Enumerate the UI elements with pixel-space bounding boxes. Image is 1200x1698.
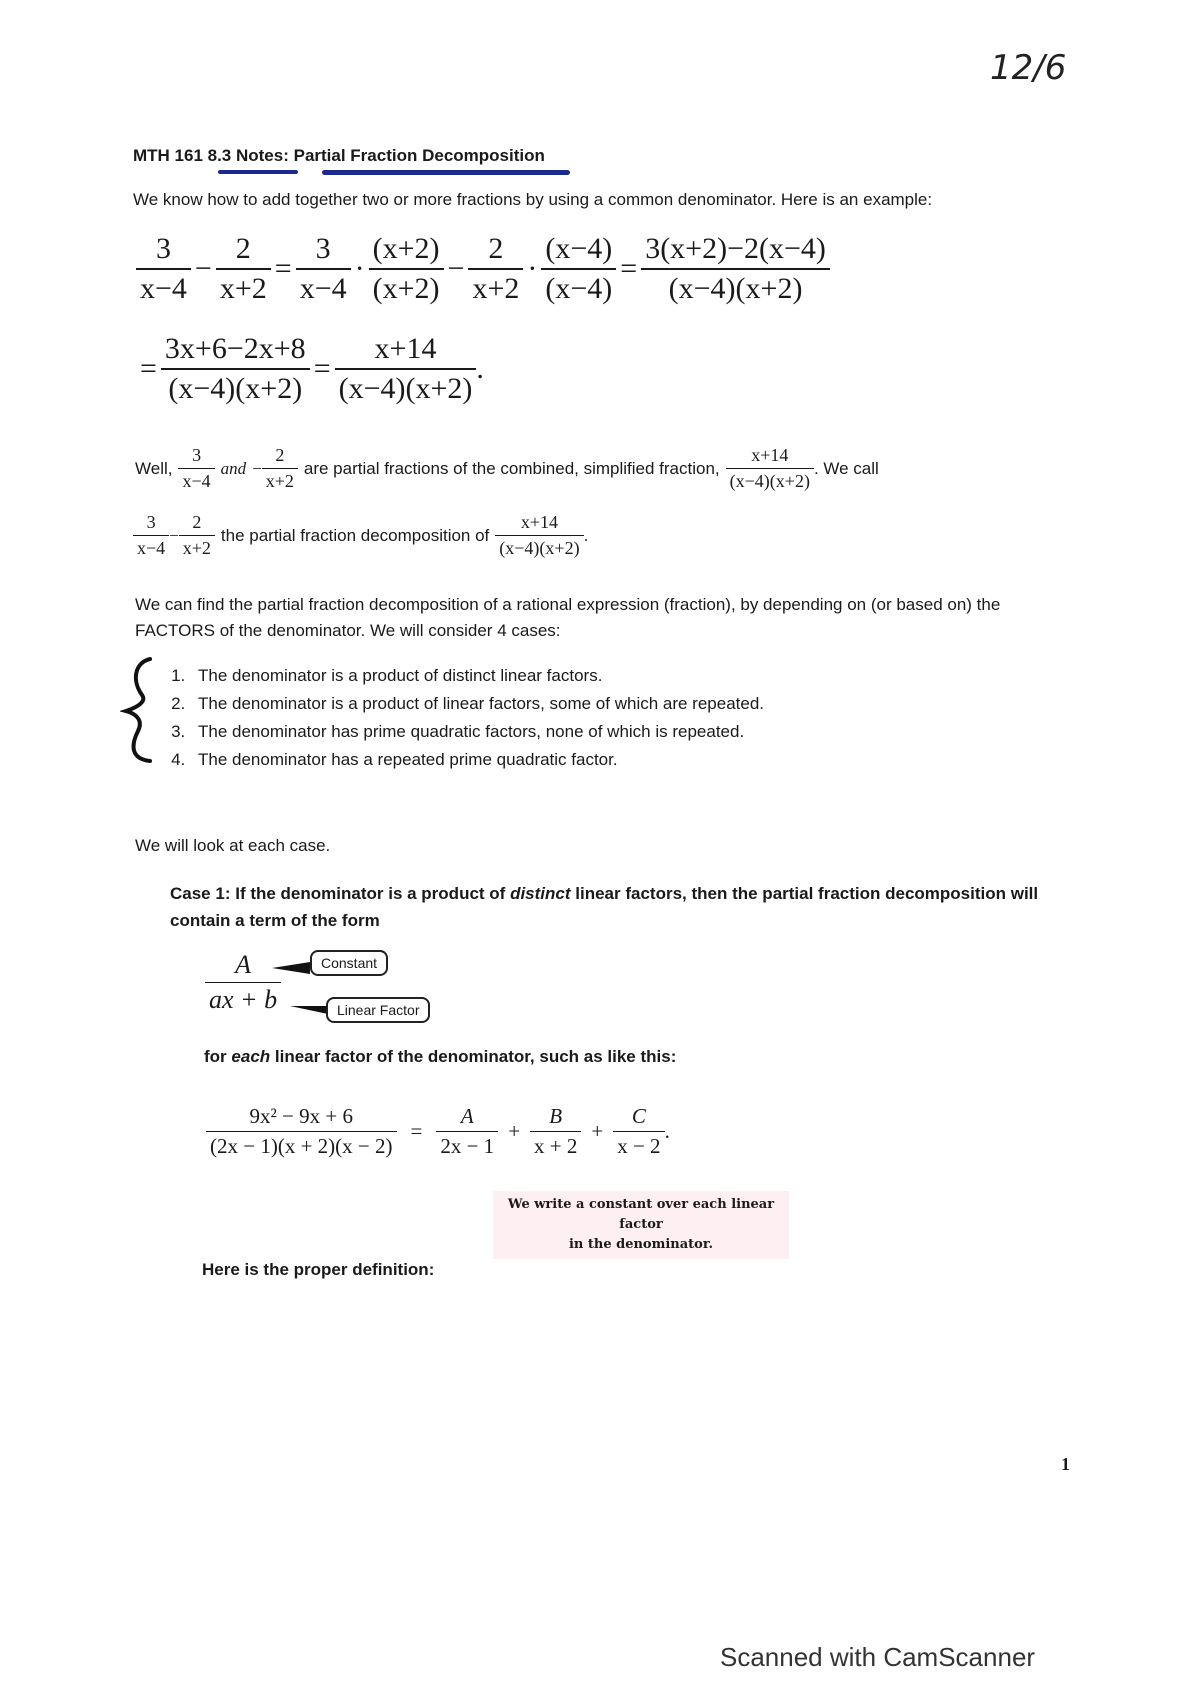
fraction: $\frac{x+14}{(x-4)(x+2)}$	[495, 512, 583, 559]
footer-scanner-watermark: Scanned with CamScanner	[720, 1642, 1036, 1672]
case1-label: Case 1:	[170, 884, 231, 903]
fraction: $\frac{2}{x+2}$	[468, 232, 523, 306]
callout-linear-factor: Linear Factor	[326, 997, 430, 1023]
note-line-2: in the denominator.	[568, 1237, 714, 1252]
paragraph-decomposition-def: $\frac{3}{x-4}$ − $\frac{2}{x+2}$ the partial fraction decomposition of $\frac{x+14}{(x-4)(x+2)}$ .	[133, 512, 588, 559]
page-title	[133, 146, 545, 166]
fraction: $\frac{3(x+2)-2(x-4)}{(x-4)(x+2)}$	[641, 232, 830, 306]
list-item: 2. The denominator is a product of linear factors, some of which are repeated.	[190, 693, 1090, 715]
fraction: $\frac{(x-4)}{(x-4)}$	[541, 232, 616, 306]
for-each-text: for each linear factor of the denominator, such as like this:	[204, 1047, 677, 1066]
case1-paragraph: Case 1: If the denominator is a product of distinct linear factors, then the partial fraction decomposition will contain a term of the form	[170, 884, 1039, 930]
handwritten-page-number: 12/6	[990, 48, 1067, 88]
fraction: $\frac{3}{x-4}$	[136, 232, 191, 306]
proper-definition-text: Here is the proper definition:	[202, 1260, 435, 1279]
fraction: $\frac{B}{x + 2}$	[530, 1104, 581, 1159]
fraction: $\frac{A}{2x - 1}$	[436, 1104, 498, 1159]
emphasis-distinct: distinct	[510, 884, 571, 903]
pen-underline-1	[218, 170, 298, 174]
fraction: $\frac{3x+6-2x+8}{(x-4)(x+2)}$	[161, 332, 310, 406]
look-each-text: We will look at each case.	[135, 836, 331, 855]
term-form-fraction: A ax + b	[205, 950, 281, 1015]
paragraph-factors: We can find the partial fraction decomposition of a rational expression (fraction), by depending on (or based on) the FACTORS of the denominator. We will consider 4 cases:	[135, 595, 1001, 640]
fraction: $\frac{2}{x+2}$	[216, 232, 271, 306]
fraction: $\frac{3}{x-4}$	[133, 512, 169, 559]
callout-constant: Constant	[310, 950, 388, 976]
example-equation-3: $\frac{\text{9x² − 9x + 6}}{(2x - 1)(x + 2)(x - 2)}$ = $\frac{A}{2x - 1}$ + $\frac{B}{x + 2}$ + $\frac{C}{x - 2}$ .	[206, 1104, 670, 1159]
pen-underline-2	[322, 170, 570, 175]
fraction: $\frac{x+14}{(x-4)(x+2)}$	[335, 332, 477, 406]
page-number: 1	[1061, 1454, 1070, 1474]
list-item: 4. The denominator has a repeated prime quadratic factor.	[190, 749, 1090, 771]
fraction: $\frac{(x+2)}{(x+2)}$	[369, 232, 444, 306]
fraction: $\frac{3}{x-4}$	[296, 232, 351, 306]
list-item: 1. The denominator is a product of distinct linear factors.	[190, 665, 1090, 687]
cases-list	[150, 665, 1090, 777]
list-item: 3. The denominator has prime quadratic factors, none of which is repeated.	[190, 721, 1090, 743]
fraction: $\frac{3}{x-4}$	[178, 445, 214, 492]
fraction: $\frac{C}{x - 2}$	[613, 1104, 664, 1159]
example-equation-2: = $\frac{3x+6-2x+8}{(x-4)(x+2)}$ = $\frac{x+14}{(x-4)(x+2)}$ .	[140, 332, 484, 405]
fraction: $\frac{2}{x+2}$	[262, 445, 298, 492]
fraction: $\frac{2}{x+2}$	[179, 512, 215, 559]
note-box	[493, 1191, 789, 1259]
paragraph-partial-fractions: Well, $\frac{3}{x-4}$ and − $\frac{2}{x+2}$ are partial fractions of the combined, simplified fraction, $\frac{x+14}{(x-4)(x+2)}$ . We call	[135, 445, 879, 491]
note-line-1: We write a constant over each linear factor	[507, 1197, 775, 1232]
title-text: MTH 161 8.3 Notes: Partial Fraction Decomposition	[133, 146, 545, 165]
fraction: $\frac{x+14}{(x-4)(x+2)}$	[726, 445, 814, 492]
fraction: $\frac{\text{9x² − 9x + 6}}{(2x - 1)(x + 2)(x - 2)}$	[206, 1104, 397, 1159]
example-equation-1: $\frac{3}{x-4}$ − $\frac{2}{x+2}$ = $\frac{3}{x-4}$ · $\frac{(x+2)}{(x+2)}$ − $\frac{2}{x+2}$ · $\frac{(x-4)}{(x-4)}$ = $\frac{3(x+2)-2(x-4)}{(x-4)(x+2)}$	[136, 232, 830, 306]
intro-text: We know how to add together two or more fractions by using a common denominator. Here is an example:	[133, 190, 933, 209]
